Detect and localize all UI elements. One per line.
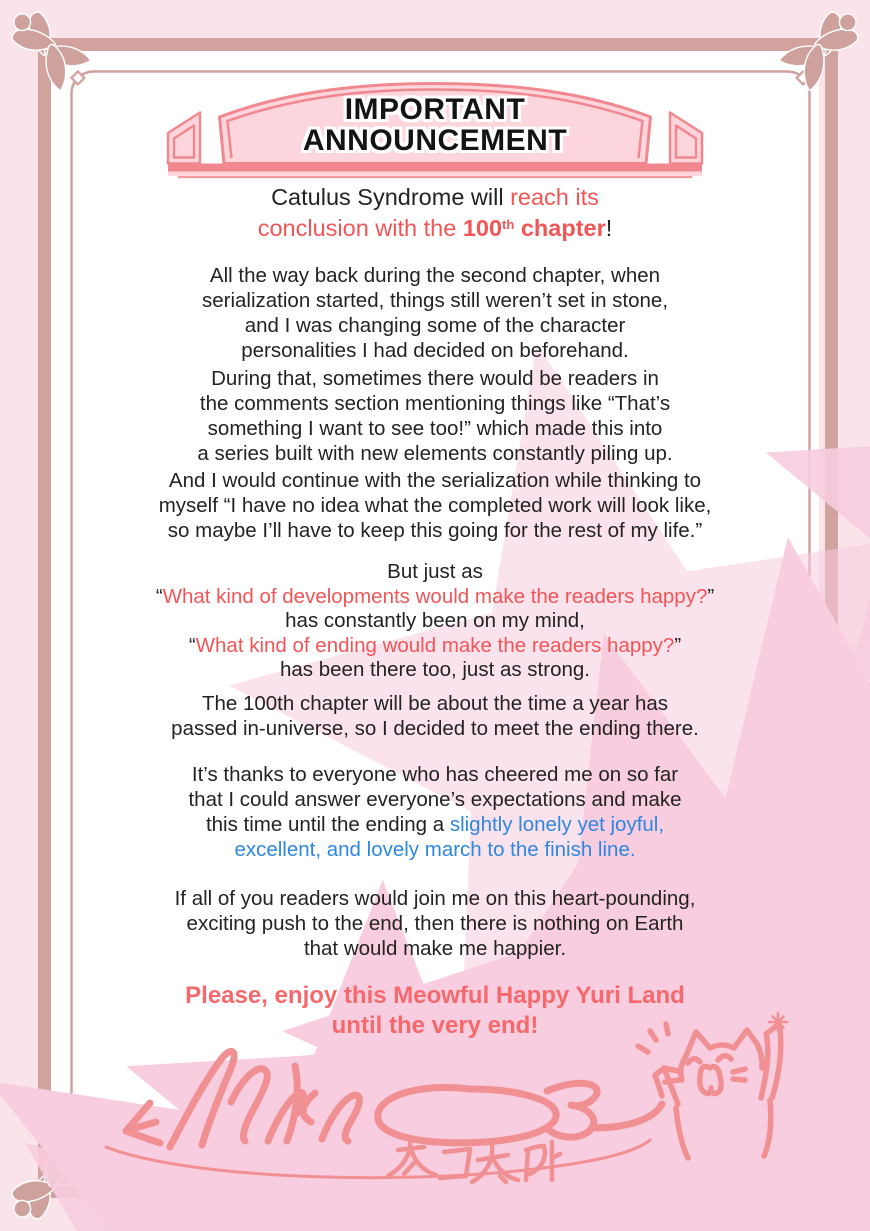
- paragraph-line: that I could answer everyone’s expectations and make: [188, 788, 682, 811]
- heading-chapter-word: chapter: [514, 215, 606, 241]
- quote-mark: ”: [707, 584, 715, 608]
- closing-line2: until the very end!: [331, 1012, 539, 1039]
- paragraph-line: a series built with new elements constantly piling up.: [197, 442, 673, 465]
- paragraph-line: the comments section mentioning things like “That’s: [199, 392, 671, 415]
- paragraph-line: serialization started, things still weren’t set in stone,: [201, 289, 669, 312]
- heading-black-suffix: !: [605, 215, 613, 241]
- paragraph-line: It’s thanks to everyone who has cheered me on so far: [191, 763, 679, 786]
- signature-kanji-text: [0, 0, 1, 1]
- paragraph-line: If all of you readers would join me on this heart-pounding,: [174, 887, 696, 910]
- closing-line1: Please, enjoy this Meowful Happy Yuri Land: [185, 982, 685, 1009]
- paragraph-line: so maybe I’ll have to keep this going for the rest of my life.”: [167, 519, 703, 542]
- paragraph-4: [0, 560, 870, 683]
- paragraph-line: something I want to see too!” which made this into: [207, 417, 663, 440]
- heading-red-part1: reach its: [510, 184, 599, 210]
- paragraph-line: has been there too, just as strong.: [280, 658, 590, 681]
- paragraph-2: [0, 366, 870, 466]
- paragraph-line: this time until the ending a: [205, 813, 450, 836]
- red-question-1: What kind of developments would make the readers happy?: [162, 584, 708, 608]
- paragraph-7: [0, 886, 870, 961]
- paragraph-5: [0, 691, 870, 741]
- paragraph-line: During that, sometimes there would be readers in: [211, 367, 659, 390]
- banner-title-line2: ANNOUNCEMENT: [302, 124, 568, 157]
- paragraph-line: And I would continue with the serialization while thinking to: [168, 469, 702, 492]
- paragraph-line: and I was changing some of the character: [244, 314, 626, 337]
- heading-black-prefix: Catulus Syndrome will: [271, 184, 511, 210]
- blue-highlight: slightly lonely yet joyful,: [449, 813, 665, 836]
- closing-message: [0, 981, 870, 1041]
- paragraph-line: myself “I have no idea what the completed work will look like,: [158, 494, 712, 517]
- paragraph-3: [0, 468, 870, 543]
- paragraph-line: personalities I had decided on beforehand.: [241, 339, 629, 362]
- paragraph-line: All the way back during the second chapter, when: [209, 264, 661, 287]
- heading-chapter-num: 100: [462, 215, 503, 241]
- paragraph-1: [0, 263, 870, 363]
- red-question-2: What kind of ending would make the readers happy?: [195, 633, 675, 657]
- paragraph-line: passed in-universe, so I decided to meet the ending there.: [171, 717, 699, 740]
- heading-chapter-sup: th: [502, 217, 515, 232]
- paragraph-line: The 100th chapter will be about the time a year has: [201, 692, 669, 715]
- paragraph-6: [0, 762, 870, 862]
- paragraph-line: that would make me happier.: [303, 937, 567, 960]
- announcement-heading: [0, 182, 870, 247]
- paragraph-line: has constantly been on my mind,: [285, 609, 585, 632]
- banner-title: [0, 94, 870, 156]
- banner-title-line1: IMPORTANT: [344, 93, 526, 126]
- paragraph-line: But just as: [387, 560, 483, 583]
- blue-highlight: excellent, and lovely march to the finish line.: [234, 838, 636, 861]
- heading-red-part2: conclusion with the: [257, 215, 463, 241]
- paragraph-line: exciting push to the end, then there is nothing on Earth: [186, 912, 684, 935]
- quote-mark: “: [155, 584, 163, 608]
- quote-mark: ”: [674, 633, 682, 657]
- quote-mark: “: [188, 633, 196, 657]
